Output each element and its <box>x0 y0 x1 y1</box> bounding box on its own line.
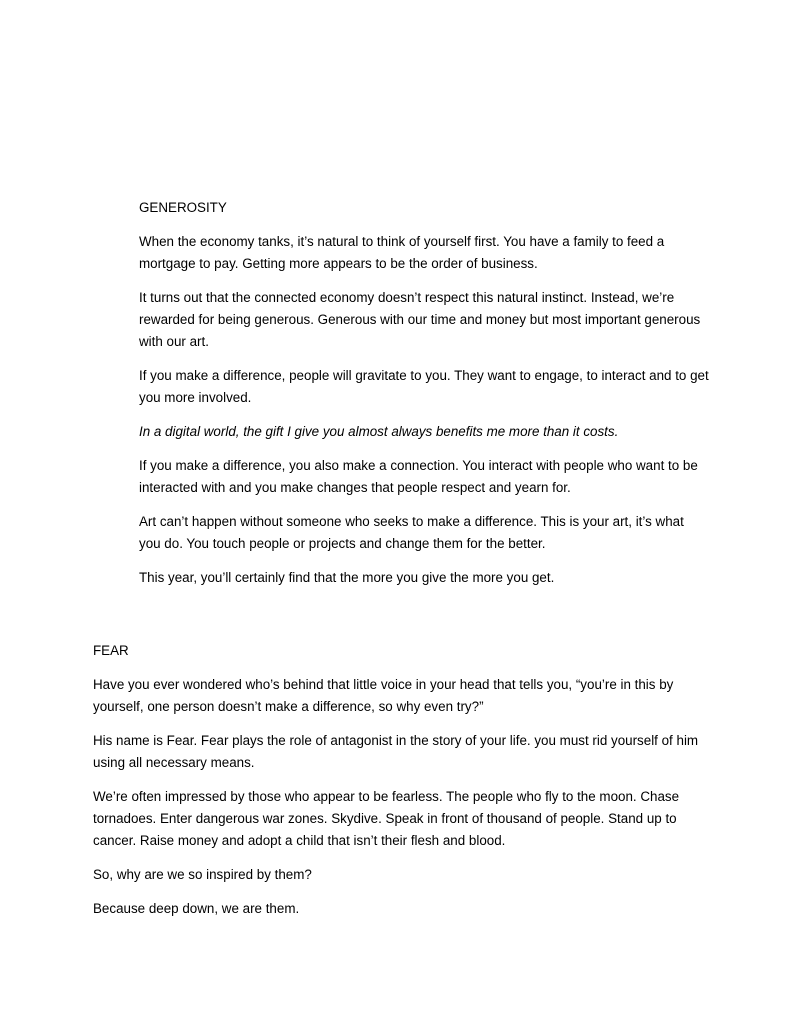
paragraph: If you make a difference, you also make a connection. You interact with people who want to be interacted with and you make changes that people respect and yearn for. <box>139 458 698 495</box>
paragraph: Because deep down, we are them. <box>93 901 300 916</box>
paragraph: If you make a difference, people will gravitate to you. They want to engage, to interact and to get you more involved. <box>139 368 709 405</box>
paragraph: So, why are we so inspired by them? <box>93 867 312 882</box>
fear-section <box>93 640 709 932</box>
paragraph: Have you ever wondered who’s behind that little voice in your head that tells you, “you’re in this by yourself, one person doesn’t make a difference, so why even try?” <box>93 677 674 714</box>
paragraph: It turns out that the connected economy doesn’t respect this natural instinct. Instead, we’re rewarded for being generous. Generous with our time and money but most important generous with our art. <box>139 290 701 349</box>
generosity-section <box>139 197 709 601</box>
paragraph: His name is Fear. Fear plays the role of antagonist in the story of your life. you must rid yourself of him using all necessary means. <box>93 733 699 770</box>
paragraph: We’re often impressed by those who appear to be fearless. The people who fly to the moon. Chase tornadoes. Enter dangerous war zones. Skydive. Speak in front of thousand of people. Stand up to cancer. Raise money and adopt a child that isn’t their flesh and blood. <box>93 789 680 848</box>
paragraph: Art can’t happen without someone who seeks to make a difference. This is your art, it’s what you do. You touch people or projects and change them for the better. <box>139 514 684 551</box>
paragraph: This year, you’ll certainly find that the more you give the more you get. <box>139 570 555 585</box>
section-heading-generosity: GENEROSITY <box>139 200 227 215</box>
italic-quote-paragraph: In a digital world, the gift I give you almost always benefits me more than it costs. <box>139 424 619 439</box>
section-heading-fear: FEAR <box>93 643 129 658</box>
paragraph: When the economy tanks, it’s natural to think of yourself first. You have a family to feed a mortgage to pay. Getting more appears to be the order of business. <box>139 234 665 271</box>
